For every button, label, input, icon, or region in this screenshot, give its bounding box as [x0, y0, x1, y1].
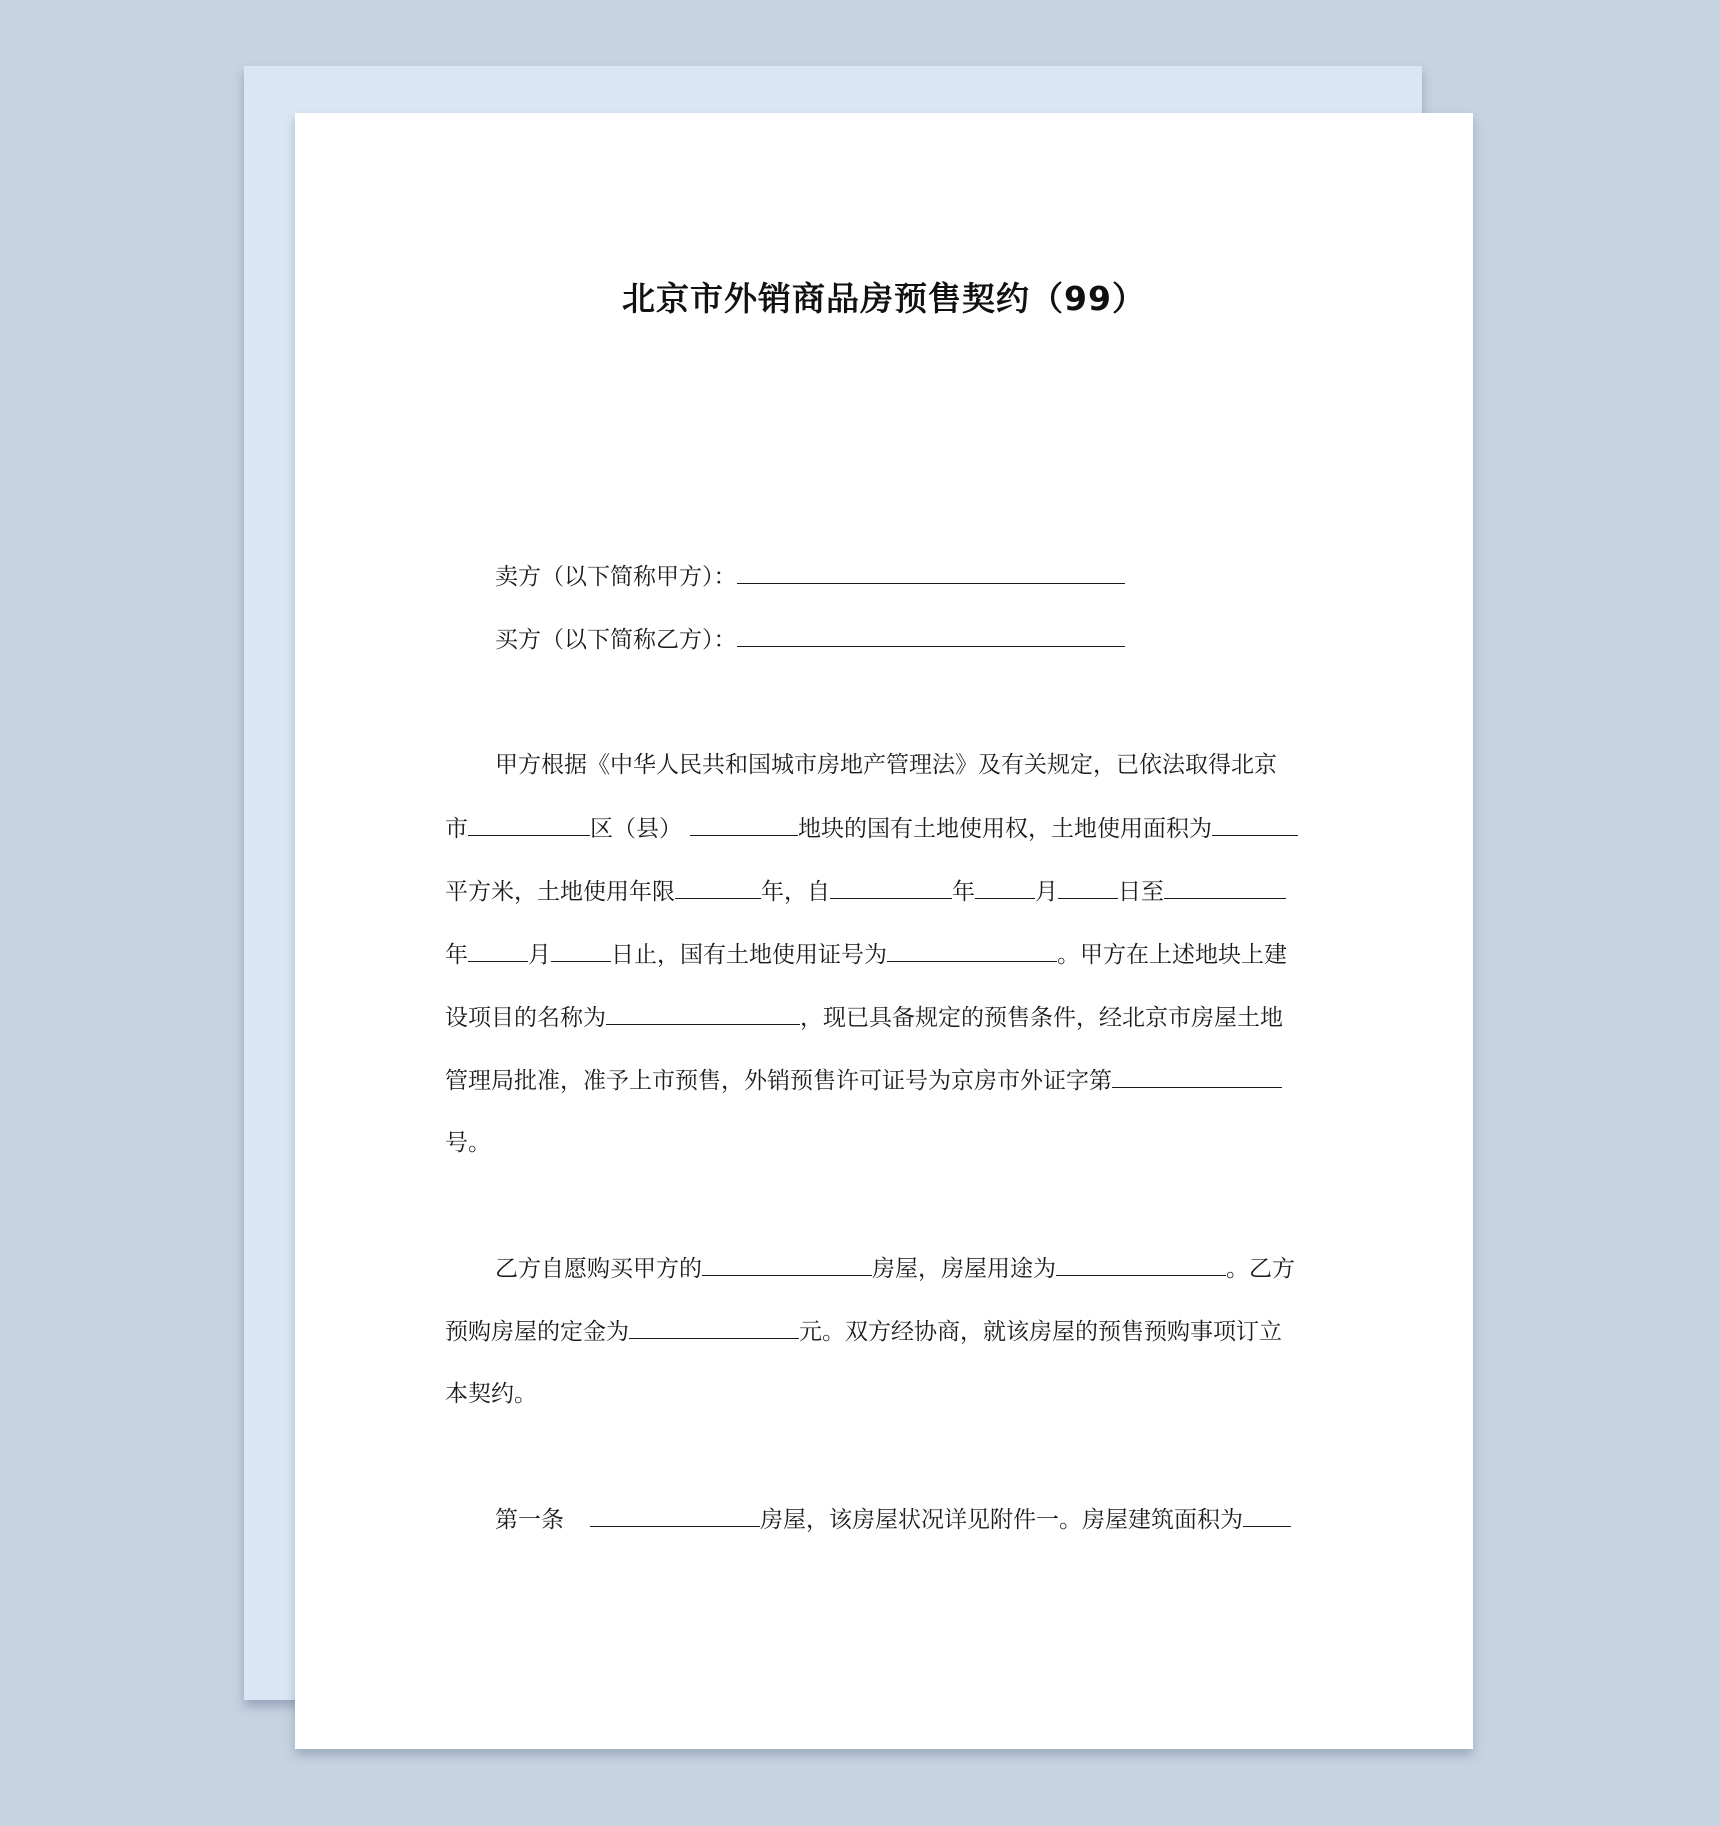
presale-permit-blank[interactable]	[1112, 1065, 1282, 1088]
text-run: 元。双方经协商，就该房屋的预售预购事项订立	[799, 1319, 1282, 1345]
paragraph-1-line-3	[445, 876, 1319, 907]
text-run: 区（县）	[590, 816, 682, 842]
seller-blank[interactable]	[737, 561, 1125, 584]
plot-blank[interactable]	[690, 813, 798, 836]
text-run: 日止，国有土地使用证号为	[611, 942, 887, 968]
text-run: 。乙方	[1226, 1256, 1295, 1282]
text-run: 地块的国有土地使用权，土地使用面积为	[798, 816, 1212, 842]
paragraph-2-line-3	[445, 1379, 1319, 1409]
document-page	[295, 113, 1473, 1749]
house-blank[interactable]	[702, 1253, 872, 1276]
start-year-blank[interactable]	[830, 876, 952, 899]
paragraph-2-line-2	[445, 1316, 1319, 1347]
text-run: 年	[445, 942, 468, 968]
text-run: 本契约。	[445, 1381, 537, 1407]
article-1-label: 第一条	[495, 1507, 564, 1533]
text-run: 日至	[1118, 879, 1164, 905]
text-run: 号。	[445, 1130, 491, 1156]
deposit-blank[interactable]	[629, 1316, 799, 1339]
house-usage-blank[interactable]	[1056, 1253, 1226, 1276]
seller-label: 卖方（以下简称甲方）：	[495, 564, 737, 590]
floor-area-blank[interactable]	[1243, 1504, 1291, 1527]
paragraph-1-line-2	[445, 813, 1319, 844]
article-1-line-1	[495, 1504, 1369, 1535]
text-run: 房屋，房屋用途为	[872, 1256, 1056, 1282]
seller-line	[495, 561, 1369, 592]
start-day-blank[interactable]	[1058, 876, 1118, 899]
paragraph-1-line-1	[495, 750, 1319, 780]
buyer-blank[interactable]	[737, 624, 1125, 647]
text-run: 预购房屋的定金为	[445, 1319, 629, 1345]
land-term-blank[interactable]	[675, 876, 761, 899]
project-name-blank[interactable]	[606, 1002, 800, 1025]
district-blank[interactable]	[468, 813, 590, 836]
text-run: 。甲方在上述地块上建	[1057, 942, 1287, 968]
paragraph-1-line-6	[445, 1065, 1319, 1096]
document-title: 北京市外销商品房预售契约（99）	[622, 279, 1146, 318]
paragraph-1-line-4	[445, 939, 1319, 970]
text-run: 设项目的名称为	[445, 1005, 606, 1031]
end-day-blank[interactable]	[551, 939, 611, 962]
start-month-blank[interactable]	[975, 876, 1035, 899]
text-run: ，现已具备规定的预售条件，经北京市房屋土地	[800, 1005, 1283, 1031]
land-area-blank[interactable]	[1212, 813, 1298, 836]
paragraph-2-line-1	[495, 1253, 1369, 1284]
paragraph-1-line-5	[445, 1002, 1319, 1033]
text-run: 乙方自愿购买甲方的	[495, 1256, 702, 1282]
text-run: 年	[952, 879, 975, 905]
text-run: 平方米，土地使用年限	[445, 879, 675, 905]
text-run: 月	[528, 942, 551, 968]
text-run: 甲方根据《中华人民共和国城市房地产管理法》及有关规定，已依法取得北京	[495, 752, 1277, 778]
paragraph-1-line-7	[445, 1128, 1319, 1158]
buyer-label: 买方（以下简称乙方）：	[495, 627, 737, 653]
land-certificate-blank[interactable]	[887, 939, 1057, 962]
text-run: 房屋，该房屋状况详见附件一。房屋建筑面积为	[760, 1507, 1243, 1533]
text-run: 管理局批准，准予上市预售，外销预售许可证号为京房市外证字第	[445, 1068, 1112, 1094]
text-run: 年，自	[761, 879, 830, 905]
text-run: 月	[1035, 879, 1058, 905]
text-run: 市	[445, 816, 468, 842]
article-1-house-blank[interactable]	[590, 1504, 760, 1527]
end-month-blank[interactable]	[468, 939, 528, 962]
end-year-blank[interactable]	[1164, 876, 1286, 899]
buyer-line	[495, 624, 1369, 655]
